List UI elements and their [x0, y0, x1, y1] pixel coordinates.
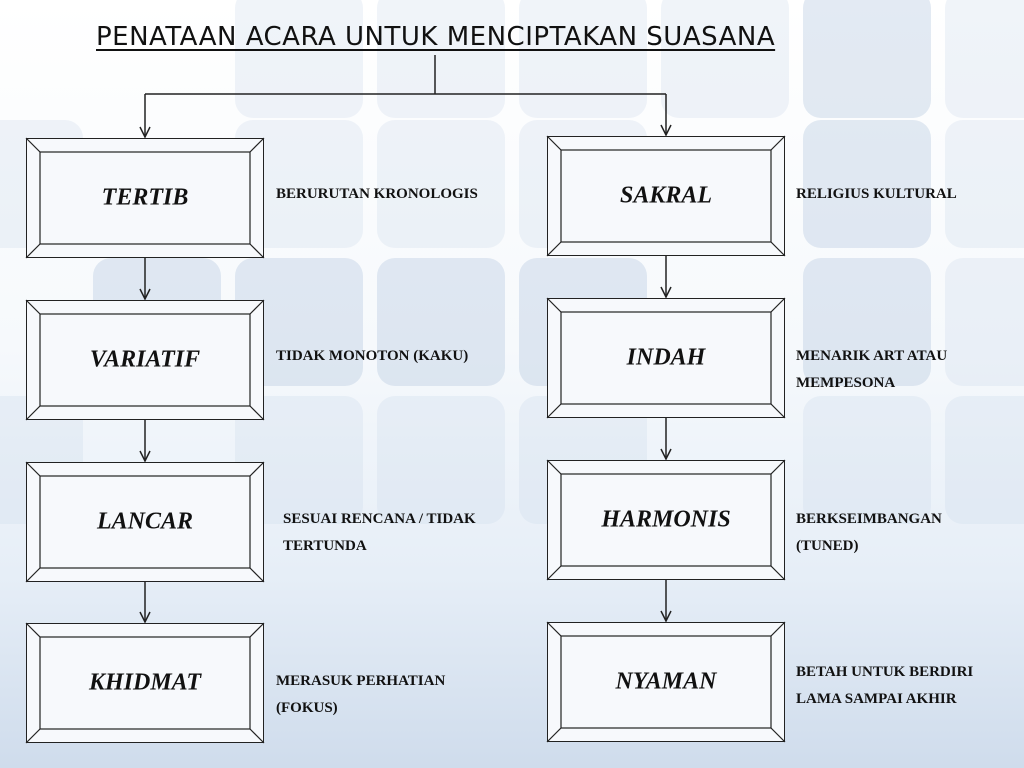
box-khidmat: [26, 623, 264, 743]
box-label: TERTIB: [101, 184, 189, 211]
box-label: SAKRAL: [619, 182, 713, 209]
box-label: LANCAR: [96, 508, 194, 535]
box-label: INDAH: [626, 344, 706, 371]
box-indah: [547, 298, 785, 418]
description-sakral: RELIGIUS KULTURAL: [796, 186, 957, 202]
description-lancar: SESUAI RENCANA / TIDAK TERTUNDA: [283, 511, 476, 554]
description-indah: MENARIK ART ATAU MEMPESONA: [796, 348, 948, 391]
box-nyaman: [547, 622, 785, 742]
box-label: NYAMAN: [615, 668, 717, 695]
box-sakral: [547, 136, 785, 256]
box-label: HARMONIS: [601, 506, 731, 533]
description-harmonis: BERKSEIMBANGAN (TUNED): [796, 511, 942, 554]
description-nyaman: BETAH UNTUK BERDIRI LAMA SAMPAI AKHIR: [796, 664, 974, 707]
description-variatif: TIDAK MONOTON (KAKU): [276, 348, 469, 364]
box-tertib: [26, 138, 264, 258]
page-title: PENATAAN ACARA UNTUK MENCIPTAKAN SUASANA: [96, 22, 776, 52]
box-label: VARIATIF: [89, 346, 201, 373]
box-harmonis: [547, 460, 785, 580]
box-lancar: [26, 462, 264, 582]
box-label: KHIDMAT: [88, 669, 202, 696]
box-variatif: [26, 300, 264, 420]
description-tertib: BERURUTAN KRONOLOGIS: [276, 186, 478, 202]
description-khidmat: MERASUK PERHATIAN (FOKUS): [276, 673, 446, 716]
